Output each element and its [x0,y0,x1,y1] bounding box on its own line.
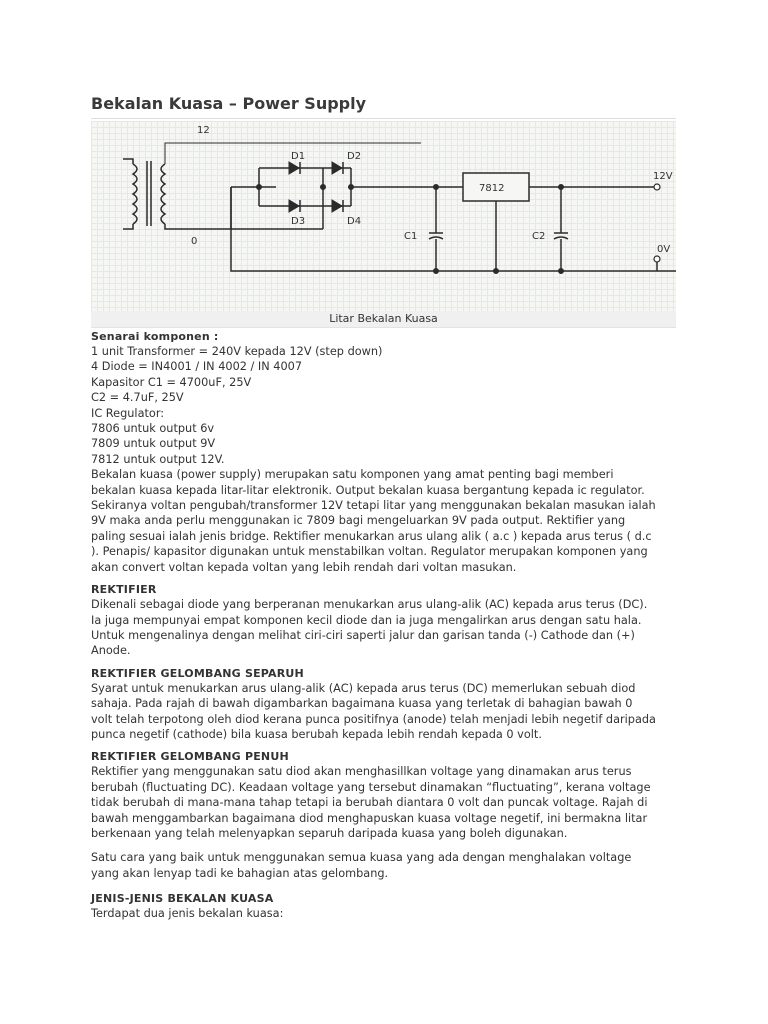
power-supply-schematic [91,121,676,311]
section-heading: REKTIFIER [91,583,157,597]
paragraph-line: Satu cara yang baik untuk menggunakan semua kuasa yang ada dengan menghalakan voltage [91,851,632,865]
section-heading: REKTIFIER GELOMBANG SEPARUH [91,666,304,680]
paragraph-line: Bekalan kuasa (power supply) merupakan satu komponen yang amat penting bagi memberi [91,468,614,482]
list-item: 7812 untuk output 12V. [91,452,225,466]
label-out-12v: 12V [653,171,673,182]
components-list [91,344,681,467]
paragraph-line: Anode. [91,644,131,658]
output-terminal-0v [654,256,660,262]
label-transformer-secondary: 12 [197,125,210,136]
diode-d3 [289,200,299,212]
document-page [91,92,681,922]
label-d3: D3 [291,216,306,227]
paragraph-line: bawah menggambarkan bagaimana diod menghapuskan kuasa voltage negetif, ini bermakna litar [91,811,648,825]
section-full-wave [91,749,681,881]
diode-d4 [332,200,342,212]
circuit-figure [91,121,676,311]
paragraph-line: yang akan lenyap tadi ke bahagian atas gelombang. [91,866,389,880]
paragraph-line: Sekiranya voltan pengubah/transformer 12V tetapi litar yang menggunakan bekalan masukan ialah [91,499,656,513]
paragraph-line: Terdapat dua jenis bekalan kuasa: [91,907,284,921]
section-half-wave [91,666,681,743]
transformer-primary-coil [133,164,137,224]
list-item: 4 Diode = IN4001 / IN 4002 / IN 4007 [91,360,303,374]
paragraph-line: paling sesuai ialah jenis bridge. Rektifier menukarkan arus ulang alik ( a.c ) kepada arus terus ( d.c [91,529,652,543]
paragraph-line: sahaja. Pada rajah di bawah digambarkan bagaimana kuasa yang terletak di bahagian bawah 0 [91,697,633,711]
list-item: C2 = 4.7uF, 25V [91,391,184,405]
paragraph-line: berubah (fluctuating DC). Keadaan voltage yang tersebut dinamakan “fluctuating”, kerana voltage [91,780,651,794]
label-regulator: 7812 [479,183,505,194]
article-body [91,329,681,922]
paragraph-line: akan convert voltan kepada voltan yang lebih rendah dari voltan masukan. [91,560,517,574]
intro-paragraph [91,467,681,575]
paragraph-line: bekalan kuasa kepada litar-litar elektronik. Output bekalan kuasa bergantung kepada ic regulator. [91,483,645,497]
section-heading: REKTIFIER GELOMBANG PENUH [91,750,289,764]
label-c2: C2 [532,231,546,242]
section-rektifier [91,582,681,659]
paragraph-line: punca negetif (cathode) bila kuasa berubah kepada lebih rendah kepada 0 volt. [91,727,542,741]
paragraph-line: Rektifier yang menggunakan satu diod akan menghasillkan voltage yang dinamakan arus terus [91,765,632,779]
components-heading: Senarai komponen : [91,330,219,343]
paragraph-line: Untuk mengenalinya dengan melihat ciri-ciri saperti jalur dan garisan tanda (-) Cathode dan (+) [91,628,635,642]
list-item: IC Regulator: [91,406,165,420]
list-item: Kapasitor C1 = 4700uF, 25V [91,375,252,389]
paragraph-line: volt telah terpotong oleh diod kerana punca positifnya (anode) telah menjadi lebih negetif daripada [91,712,656,726]
paragraph-line: 9V maka anda perlu menggunakan ic 7809 bagi mengeluarkan 9V pada output. Rektifier yang [91,514,626,528]
paragraph-line: berkenaan yang telah melenyapkan separuh daripada kuasa yang boleh digunakan. [91,826,568,840]
page-title: Bekalan Kuasa – Power Supply [91,94,367,113]
label-d1: D1 [291,151,306,162]
label-c1: C1 [404,231,418,242]
title-divider [91,118,676,119]
transformer-secondary-coil [161,164,165,224]
list-item: 1 unit Transformer = 240V kepada 12V (step down) [91,345,383,358]
list-item: 7806 untuk output 6v [91,422,215,436]
list-item: 7809 untuk output 9V [91,437,216,451]
paragraph-line: Dikenali sebagai diode yang berperanan menukarkan arus ulang-alik (AC) kepada arus terus (DC). [91,598,648,612]
section-heading: JENIS-JENIS BEKALAN KUASA [91,892,274,906]
label-out-0v: 0V [657,244,671,255]
diode-d2 [332,162,342,174]
figure-caption: Litar Bekalan Kuasa [91,311,676,328]
paragraph-line: ). Penapis/ kapasitor digunakan untuk menstabilkan voltan. Regulator merupakan komponen yang [91,545,648,559]
label-d4: D4 [347,216,362,227]
paragraph-line: Syarat untuk menukarkan arus ulang-alik (AC) kepada arus terus (DC) memerlukan sebuah diod [91,681,636,695]
diode-d1 [289,162,299,174]
section-power-supply-types [91,891,681,921]
label-ground-ref: 0 [191,236,198,247]
paragraph-line: Ia juga mempunyai empat komponen kecil diode dan ia juga mengalirkan arus dengan satu hala. [91,613,642,627]
output-terminal-12v [654,184,660,190]
paragraph-line: tidak berubah di mana-mana tahap tetapi ia berubah diantara 0 volt dan puncak voltage. Rajah di [91,796,648,810]
label-d2: D2 [347,151,362,162]
